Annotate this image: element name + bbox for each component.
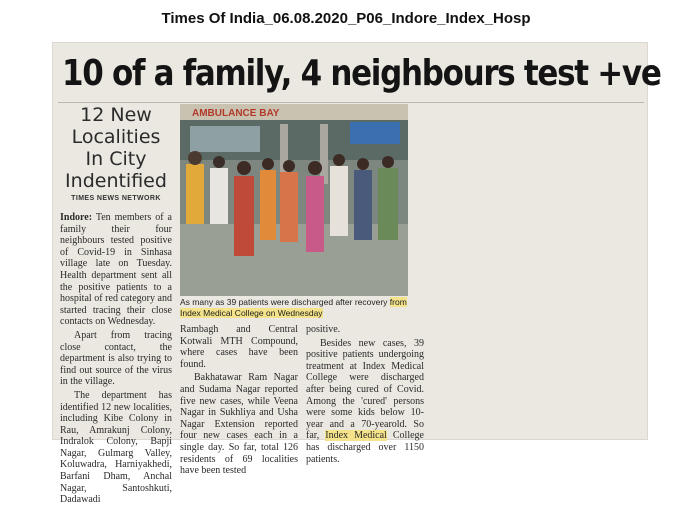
paragraph-text: College has discharged over 1150 patients. xyxy=(306,430,424,465)
paragraph: Apart from tracing close contact, the department is also trying to find out source of the virus in the village. xyxy=(60,329,172,388)
page-title: Times Of India_06.08.2020_P06_Indore_Index_Hosp xyxy=(161,10,531,27)
subhead: 12 New Localities In City Indentified xyxy=(65,104,167,192)
article-column-1 xyxy=(60,212,172,506)
caption-highlight: from Index Medical College on Wednesday xyxy=(180,297,407,318)
ambulance-sign: AMBULANCE BAY xyxy=(192,108,280,119)
paragraph: Rambagh and Central Kotwali MTH Compound, where cases have been found. xyxy=(180,324,298,370)
headline-rule xyxy=(58,102,644,103)
paragraph xyxy=(306,338,424,466)
paragraph-text: Ten members of a family their four neighbours tested positive of Covid-19 in Sinhasa village late on Tuesday. Health department sent all the positive patients to a hospital of red category and started tracing their close contacts on Wednesday. xyxy=(60,212,172,328)
paragraph: positive. xyxy=(306,324,341,335)
caption-text: As many as 39 patients were discharged after recovery xyxy=(180,297,388,307)
text-highlight: Index Medical xyxy=(325,430,387,442)
paragraph xyxy=(60,212,172,328)
headline: 10 of a family, 4 neighbours test +ve xyxy=(62,53,661,94)
photo-caption xyxy=(180,297,408,321)
paragraph-text: Besides new cases, 39 positive patients undergoing treatment at Index Medical College were discharged after being cured of Covid. Among the 'cured' persons were some kids below 10-year and a 70-yearold. So far, xyxy=(306,337,424,442)
news-photo xyxy=(180,104,408,296)
byline: TIMES NEWS NETWORK xyxy=(71,195,161,202)
paragraph: The department has identified 12 new localities, including Kibe Colony in Rau, Amrakunj Colony, Indralok Colony, Bapji Nagar, Gulmarg Valley, Koluwadra, Harniyakhedi, Barfani Dham, Anchal Nagar, Santoshkuti, Dadawadi xyxy=(60,389,172,506)
patients-photo-illustration xyxy=(180,104,408,296)
paragraph: Bakhatawar Ram Nagar and Sudama Nagar reported five new cases, while Veena Nagar in Sukhliya and Usha Nagar Extension reported four new cases each in a single day. So far, total 126 residents of 69 localities have been tested xyxy=(180,372,298,477)
article-column-3 xyxy=(306,324,424,465)
article-column-2 xyxy=(180,324,298,477)
dateline: Indore: xyxy=(60,212,93,223)
